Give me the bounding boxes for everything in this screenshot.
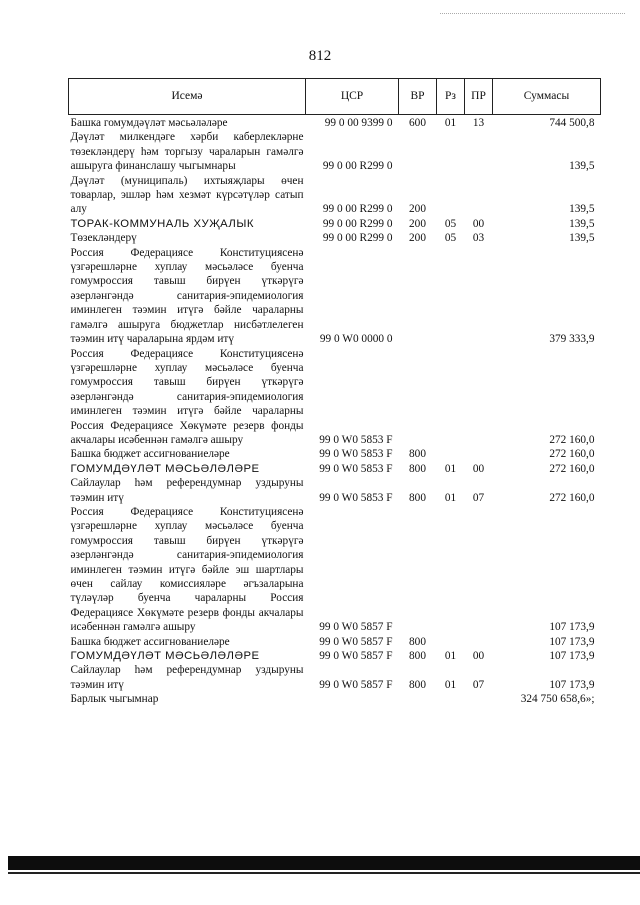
page-number: 812 xyxy=(308,48,332,64)
header-pr: ПР xyxy=(465,79,493,115)
row-vr: 600 xyxy=(409,117,426,129)
header-rz: Рз xyxy=(437,79,465,115)
row-pr xyxy=(465,505,493,635)
row-pr: 00 xyxy=(472,217,485,230)
row-vr: 800 xyxy=(409,635,426,648)
row-sum: 744 500,8 xyxy=(549,117,595,129)
row-name: ТОРАК-КОММУНАЛЬ ХУҖАЛЫК xyxy=(70,217,254,230)
row-csr: 99 0 W0 5853 F xyxy=(319,448,393,461)
row-vr: 200 xyxy=(409,203,426,216)
row-pr: 00 xyxy=(472,650,485,663)
row-vr: 800 xyxy=(409,678,426,691)
row-sum: 107 173,9 xyxy=(549,635,595,648)
row-csr: 99 0 W0 5857 F xyxy=(319,650,393,663)
table-row xyxy=(69,115,601,131)
row-name: Дәүләт милкендәге хәрби каберлекләрне төзекләндерү һәм торгызу чараларын гамәлгә ашыруга финанслашу чыгымнары xyxy=(70,131,304,173)
row-rz xyxy=(437,347,465,448)
table-body xyxy=(69,115,601,707)
row-rz xyxy=(437,505,465,635)
budget-table xyxy=(68,78,601,707)
row-vr xyxy=(399,130,437,173)
row-name: Сайлаулар һәм референдумнар уздыруны тәэмин итү xyxy=(70,477,304,504)
table-row xyxy=(69,635,601,649)
row-rz: 01 xyxy=(444,678,457,691)
row-vr xyxy=(399,692,437,706)
table-header-row xyxy=(69,79,601,115)
row-name: ГОМУМДӘҮЛӘТ МӘСЬӘЛӘЛӘРЕ xyxy=(70,462,260,475)
row-rz xyxy=(437,246,465,347)
row-sum: 272 160,0 xyxy=(549,462,595,475)
row-pr xyxy=(465,347,493,448)
row-sum: 272 160,0 xyxy=(549,433,595,446)
row-sum: 139,5 xyxy=(569,232,595,245)
row-name: Барлык чыгымнар xyxy=(70,693,159,706)
row-name: Башка бюджет ассигнованиеләре xyxy=(70,448,230,461)
row-rz: 05 xyxy=(444,232,457,245)
row-sum: 379 333,9 xyxy=(549,333,595,346)
row-sum: 139,5 xyxy=(569,203,595,216)
table-row xyxy=(69,246,601,347)
row-csr: 99 0 00 9399 0 xyxy=(324,117,393,129)
table-row xyxy=(69,231,601,245)
row-sum: 139,5 xyxy=(569,160,595,173)
row-pr: 13 xyxy=(472,117,485,129)
table-row xyxy=(69,505,601,635)
row-sum: 107 173,9 xyxy=(549,678,595,691)
table-row xyxy=(69,217,601,231)
row-sum: 107 173,9 xyxy=(549,650,595,663)
table-row xyxy=(69,462,601,476)
row-vr xyxy=(399,505,437,635)
row-name: Россия Федерациясе Конституциясенә үзгәрешләрне хуплау мәсьәләсе буенча гомумроссия тавыш бирүен үткәрүгә әзерләнгәндә санитария-эпидемиология иминлеген тәэмин итүгә бәйле чараларны Россия Федерациясе Хөкүмәте резерв фонды акчалары исәбеннән гамәлгә ашыру xyxy=(70,347,304,446)
table-row xyxy=(69,347,601,448)
scan-bottom-rule xyxy=(8,872,640,874)
row-vr: 800 xyxy=(409,491,426,504)
row-pr xyxy=(465,447,493,461)
row-csr: 99 0 00 R299 0 xyxy=(322,203,393,216)
row-vr: 800 xyxy=(409,650,426,663)
budget-table-container xyxy=(68,78,600,707)
header-vr: ВР xyxy=(399,79,437,115)
row-pr: 07 xyxy=(472,678,485,691)
row-name: Башка гомумдәүләт мәсьәләләре xyxy=(70,117,228,129)
scan-bottom-bar xyxy=(8,856,640,870)
row-vr xyxy=(399,347,437,448)
row-pr xyxy=(465,130,493,173)
row-rz xyxy=(437,447,465,461)
table-row xyxy=(69,447,601,461)
row-csr: 99 0 W0 5853 F xyxy=(319,462,393,475)
row-vr: 200 xyxy=(409,232,426,245)
row-rz xyxy=(437,692,465,706)
row-sum: 324 750 658,6»; xyxy=(520,693,595,706)
table-row xyxy=(69,649,601,663)
row-sum: 107 173,9 xyxy=(549,621,595,634)
row-rz xyxy=(437,635,465,649)
row-name: Төзекләндерү xyxy=(70,232,137,245)
row-csr: 99 0 W0 0000 0 xyxy=(319,333,393,346)
row-name: Башка бюджет ассигнованиеләре xyxy=(70,635,230,648)
row-csr: 99 0 00 R299 0 xyxy=(322,232,393,245)
row-sum: 272 160,0 xyxy=(549,491,595,504)
row-vr xyxy=(399,246,437,347)
row-csr: 99 0 W0 5853 F xyxy=(319,433,393,446)
row-rz xyxy=(437,174,465,217)
row-csr: 99 0 W0 5853 F xyxy=(319,491,393,504)
row-pr xyxy=(465,692,493,706)
row-pr xyxy=(465,174,493,217)
row-pr: 00 xyxy=(472,462,485,475)
scan-top-rule xyxy=(440,13,625,14)
table-row xyxy=(69,663,601,692)
row-sum: 139,5 xyxy=(569,217,595,230)
header-sum: Суммасы xyxy=(493,79,601,115)
row-csr: 99 0 W0 5857 F xyxy=(319,621,393,634)
row-rz: 01 xyxy=(444,117,457,129)
header-name: Исемә xyxy=(69,79,306,115)
row-name: Сайлаулар һәм референдумнар уздыруны тәэмин итү xyxy=(70,664,304,691)
row-rz: 01 xyxy=(444,491,457,504)
row-name: Россия Федерациясе Конституциясенә үзгәрешләрне хуплау мәсьәләсе буенча гомумроссия тавыш бирүен үткәрүгә әзерләнгәндә санитария-эпидемиология иминлеген тәэмин итүгә бәйле эш шартлары өчен сайлау комиссияләре әгъзаларына түләүләр буенча чараларны Россия Федерациясе Хөкүмәте резерв фонды акчалары исәбеннән гамәлгә ашыру xyxy=(70,505,304,634)
row-vr: 800 xyxy=(409,462,426,475)
table-row xyxy=(69,174,601,217)
row-name: Россия Федерациясе Конституциясенә үзгәрешләрне хуплау мәсьәләсе буенча гомумроссия тавыш бирүен үткәрүгә әзерләнгәндә санитария-эпидемиология иминлеген тәэмин итүгә бәйле чараларны гамәлгә ашыруга бюджетлар нисбәтлелеген тәэмин итү чараларына ярдәм итү xyxy=(70,246,304,346)
table-row xyxy=(69,476,601,505)
row-name: ГОМУМДӘҮЛӘТ МӘСЬӘЛӘЛӘРЕ xyxy=(70,650,260,663)
row-sum: 272 160,0 xyxy=(549,448,595,461)
row-name: Дәүләт (муниципаль) ихтыяҗлары өчен товарлар, эшләр һәм хезмәт күрсәтүләр сатып алу xyxy=(70,174,304,216)
row-pr: 07 xyxy=(472,491,485,504)
row-rz: 01 xyxy=(444,462,457,475)
row-pr: 03 xyxy=(472,232,485,245)
row-vr: 200 xyxy=(409,217,426,230)
row-rz: 05 xyxy=(444,217,457,230)
row-csr: 99 0 W0 5857 F xyxy=(319,678,393,691)
row-csr: 99 0 00 R299 0 xyxy=(322,217,393,230)
row-csr xyxy=(306,692,399,706)
row-csr: 99 0 W0 5857 F xyxy=(319,635,393,648)
row-rz: 01 xyxy=(444,650,457,663)
row-pr xyxy=(465,635,493,649)
row-pr xyxy=(465,246,493,347)
row-vr: 800 xyxy=(409,448,426,461)
header-csr: ЦСР xyxy=(306,79,399,115)
row-csr: 99 0 00 R299 0 xyxy=(322,160,393,173)
table-row xyxy=(69,692,601,706)
row-rz xyxy=(437,130,465,173)
table-row xyxy=(69,130,601,173)
